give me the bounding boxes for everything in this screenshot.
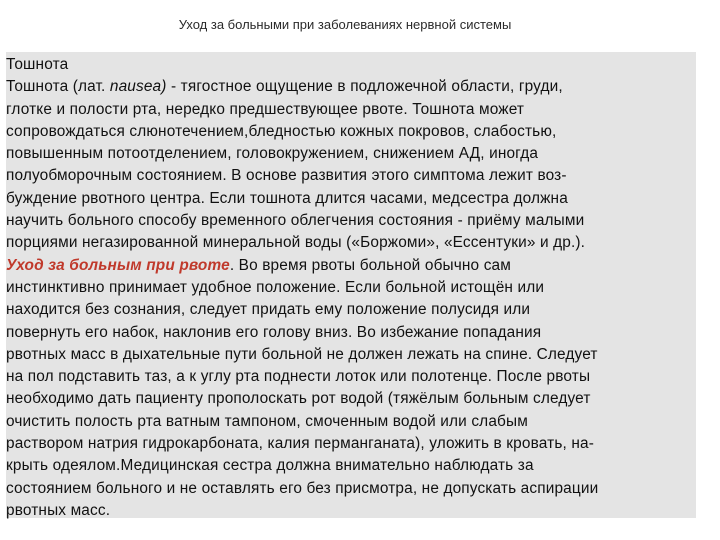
paragraph-line: инстинктивно принимает удобное положение. Если больной истощён или — [6, 278, 545, 296]
subsection-heading: Уход за больным при рвоте — [6, 256, 230, 274]
paragraph-line: очистить полость рта ватным тампоном, смоченным водой или слабым — [6, 412, 528, 430]
paragraph-line: рвотных масс. — [6, 501, 111, 519]
paragraph-line: сопровождаться слюнотечением,бледностью кожных покровов, слабостью, — [6, 122, 557, 140]
paragraph-line: порциями негазированной минеральной воды («Боржоми», «Ессентуки» и др.). — [6, 234, 586, 252]
paragraph-line: раствором натрия гидрокарбоната, калия перманганата), уложить в кровать, на- — [6, 435, 594, 453]
paragraph-line: полуобморочным состоянием. В основе развития этого симптома лежит воз- — [6, 167, 567, 185]
paragraph-line — [6, 76, 696, 98]
slide-title: Уход за больными при заболеваниях нервной системы — [178, 17, 512, 32]
paragraph-line: необходимо дать пациенту прополоскать рот водой (тяжёлым больным следует — [6, 390, 591, 408]
text-block — [6, 52, 696, 518]
line-text: - тягостное ощущение в подложечной области, груди, — [166, 78, 563, 96]
line-text: Тошнота (лат. — [6, 78, 110, 96]
paragraph-line: крыть одеялом.Медицинская сестра должна внимательно наблюдать за — [6, 457, 534, 475]
paragraph-line — [6, 255, 696, 277]
latin-term: nausea) — [109, 78, 167, 96]
paragraph-line: научить больного способу временного облегчения состояния - приёму малыми — [6, 212, 585, 230]
section-heading: Тошнота — [6, 56, 69, 73]
paragraph-line: на пол подставить таз, а к углу рта поднести лоток или полотенце. После рвоты — [6, 368, 591, 386]
paragraph-line: буждение рвотного центра. Если тошнота длится часами, медсестра должна — [6, 189, 568, 207]
paragraph-line: находится без сознания, следует придать ему положение полусидя или — [6, 301, 531, 319]
paragraph-line: состоянием больного и не оставлять его без присмотра, не допускать аспирации — [6, 479, 599, 497]
paragraph-line: повышенным потоотделением, головокружением, снижением АД, иногда — [6, 145, 539, 163]
paragraph-line: глотке и полости рта, нередко предшествующее рвоте. Тошнота может — [6, 100, 525, 118]
paragraph-line: рвотных масс в дыхательные пути больной не должен лежать на спине. Следует — [6, 345, 598, 363]
line-text: . Во время рвоты больной обычно сам — [229, 256, 511, 274]
paragraph-line: повернуть его набок, наклонив его голову вниз. Во избежание попадания — [6, 323, 542, 341]
